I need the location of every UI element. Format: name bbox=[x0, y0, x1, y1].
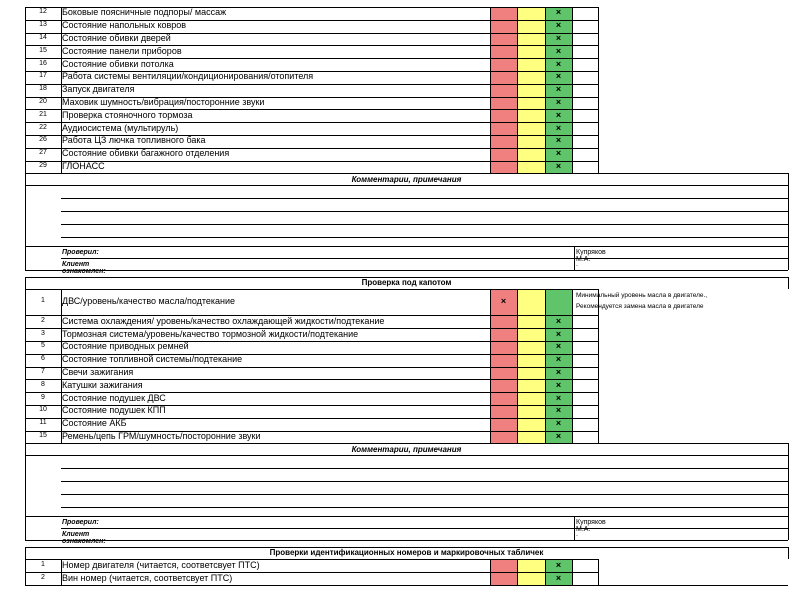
item-number: 22 bbox=[39, 123, 47, 131]
item-number: 5 bbox=[41, 342, 45, 350]
column-divider bbox=[788, 547, 789, 559]
item-number: 17 bbox=[39, 72, 47, 80]
status-red-cell[interactable] bbox=[490, 109, 517, 122]
row-divider bbox=[25, 379, 598, 380]
row-divider bbox=[25, 354, 598, 355]
status-yellow-cell[interactable] bbox=[517, 7, 545, 20]
status-red-cell[interactable] bbox=[490, 135, 517, 148]
column-divider bbox=[598, 7, 599, 173]
row-divider bbox=[25, 97, 598, 98]
checked-value: Купряков М.А. bbox=[576, 519, 606, 534]
status-yellow-cell[interactable] bbox=[517, 289, 545, 315]
item-number: 10 bbox=[39, 406, 47, 414]
item-number: 13 bbox=[39, 21, 47, 29]
status-yellow-cell[interactable] bbox=[517, 328, 545, 341]
status-green-cell[interactable] bbox=[545, 289, 572, 315]
item-number: 11 bbox=[39, 419, 47, 427]
column-divider bbox=[25, 173, 26, 270]
status-mark-icon: × bbox=[555, 354, 562, 365]
status-yellow-cell[interactable] bbox=[517, 379, 545, 392]
status-red-cell[interactable] bbox=[490, 354, 517, 367]
status-red-cell[interactable] bbox=[490, 572, 517, 585]
column-divider bbox=[598, 289, 599, 443]
status-red-cell[interactable] bbox=[490, 20, 517, 33]
status-mark-icon: × bbox=[555, 418, 562, 429]
status-mark-icon: × bbox=[555, 379, 562, 390]
row-divider bbox=[25, 246, 788, 247]
status-red-cell[interactable] bbox=[490, 97, 517, 110]
column-divider bbox=[490, 7, 491, 173]
row-divider bbox=[25, 58, 598, 59]
status-yellow-cell[interactable] bbox=[517, 71, 545, 84]
item-label: Состояние подушек ДВС bbox=[62, 392, 166, 403]
item-number: 20 bbox=[39, 98, 47, 105]
checked-label: Проверил: bbox=[62, 519, 99, 527]
status-mark-icon: × bbox=[555, 148, 562, 159]
row-divider bbox=[25, 443, 788, 444]
client-label: Клиент ознакомлен: bbox=[62, 531, 106, 546]
row-divider bbox=[25, 405, 598, 406]
item-number: 29 bbox=[39, 162, 47, 169]
row-divider bbox=[25, 540, 788, 541]
status-yellow-cell[interactable] bbox=[517, 341, 545, 354]
status-yellow-cell[interactable] bbox=[517, 367, 545, 380]
row-divider bbox=[25, 315, 598, 316]
row-divider bbox=[25, 585, 788, 586]
checked-label: Проверил: bbox=[62, 249, 99, 257]
row-divider bbox=[61, 468, 788, 469]
item-number: 18 bbox=[39, 85, 47, 93]
status-yellow-cell[interactable] bbox=[517, 405, 545, 418]
item-label: Система охлаждения/ уровень/качество охлаждающей жидкости/подтекание bbox=[62, 315, 385, 326]
row-divider bbox=[25, 173, 788, 174]
item-label: Катушки зажигания bbox=[62, 379, 143, 390]
row-divider bbox=[25, 185, 788, 186]
section-title: Проверки идентификационных номеров и маркировочных табличек bbox=[269, 548, 544, 558]
status-mark-icon: × bbox=[555, 20, 562, 31]
status-red-cell[interactable] bbox=[490, 71, 517, 84]
status-mark-icon: × bbox=[555, 45, 562, 56]
row-divider bbox=[61, 507, 788, 508]
item-label: Вин номер (читается, соответсвует ПТС) bbox=[62, 572, 233, 583]
status-yellow-cell[interactable] bbox=[517, 45, 545, 58]
row-divider bbox=[61, 198, 788, 199]
status-yellow-cell[interactable] bbox=[517, 161, 545, 174]
item-number: 7 bbox=[41, 368, 45, 375]
status-yellow-cell[interactable] bbox=[517, 431, 545, 444]
client-value: . bbox=[576, 531, 578, 539]
status-mark-icon: × bbox=[555, 367, 562, 377]
item-label: Состояние напольных ковров bbox=[62, 20, 187, 31]
item-number: 2 bbox=[41, 316, 45, 324]
item-label: Тормозная система/уровень/качество тормозной жидкости/подтекание bbox=[62, 328, 359, 339]
row-divider bbox=[25, 109, 598, 110]
row-divider bbox=[25, 572, 598, 573]
item-number: 1 bbox=[41, 560, 45, 568]
status-red-cell[interactable] bbox=[490, 7, 517, 20]
row-divider bbox=[25, 367, 598, 368]
status-red-cell[interactable] bbox=[490, 315, 517, 328]
item-number: 1 bbox=[41, 297, 45, 305]
status-yellow-cell[interactable] bbox=[517, 33, 545, 46]
column-divider bbox=[574, 246, 575, 270]
column-divider bbox=[25, 277, 26, 289]
column-divider bbox=[490, 559, 491, 585]
status-yellow-cell[interactable] bbox=[517, 392, 545, 405]
column-divider bbox=[788, 277, 789, 289]
item-label: Ремень/цепь ГРМ/шумность/посторонние звуки bbox=[62, 431, 261, 441]
status-red-cell[interactable] bbox=[490, 84, 517, 97]
row-divider bbox=[25, 270, 788, 271]
row-divider bbox=[25, 392, 598, 393]
item-label: ДВС/уровень/качество масла/подтекание bbox=[62, 296, 236, 307]
row-divider bbox=[25, 148, 598, 149]
status-mark-icon: × bbox=[555, 71, 562, 82]
row-divider bbox=[61, 258, 788, 259]
column-divider bbox=[572, 559, 573, 585]
item-label: Состояние топливной системы/подтекание bbox=[62, 354, 243, 365]
column-divider bbox=[572, 7, 573, 173]
status-red-cell[interactable] bbox=[490, 341, 517, 354]
status-red-cell[interactable] bbox=[490, 58, 517, 71]
status-mark-icon: × bbox=[555, 405, 562, 416]
item-label: Состояние обивки багажного отделения bbox=[62, 148, 230, 159]
status-yellow-cell[interactable] bbox=[517, 572, 545, 585]
status-yellow-cell[interactable] bbox=[517, 135, 545, 148]
status-yellow-cell[interactable] bbox=[517, 84, 545, 97]
row-divider bbox=[25, 431, 598, 432]
row-divider bbox=[25, 328, 598, 329]
status-mark-icon: × bbox=[555, 161, 562, 171]
status-red-cell[interactable] bbox=[490, 392, 517, 405]
row-divider bbox=[25, 516, 788, 517]
status-mark-icon: × bbox=[555, 7, 562, 18]
status-red-cell[interactable] bbox=[490, 379, 517, 392]
comments-title: Комментарии, примечания bbox=[351, 175, 462, 185]
status-yellow-cell[interactable] bbox=[517, 559, 545, 572]
client-value: . bbox=[576, 261, 578, 269]
item-note: Рекомендуется замена масла в двигателе bbox=[576, 303, 704, 311]
item-number: 8 bbox=[41, 380, 45, 388]
status-mark-icon: × bbox=[555, 97, 562, 107]
item-number: 9 bbox=[41, 393, 45, 401]
column-divider bbox=[574, 516, 575, 540]
status-mark-icon: × bbox=[555, 572, 562, 583]
item-number: 12 bbox=[39, 8, 47, 16]
column-divider bbox=[25, 443, 26, 540]
item-number: 15 bbox=[39, 432, 47, 439]
column-divider bbox=[25, 7, 26, 173]
row-divider bbox=[61, 237, 788, 238]
status-yellow-cell[interactable] bbox=[517, 148, 545, 161]
item-label: Маховик шумность/вибрация/посторонние звуки bbox=[62, 97, 265, 107]
checked-value: Купряков М.А. bbox=[576, 249, 606, 264]
status-mark-icon: × bbox=[555, 315, 562, 326]
status-mark-icon: × bbox=[555, 392, 562, 403]
item-number: 27 bbox=[39, 149, 47, 157]
row-divider bbox=[25, 135, 598, 136]
status-yellow-cell[interactable] bbox=[517, 109, 545, 122]
status-red-cell[interactable] bbox=[490, 33, 517, 46]
row-divider bbox=[25, 122, 598, 123]
row-divider bbox=[25, 418, 598, 419]
row-divider bbox=[61, 481, 788, 482]
column-divider bbox=[25, 559, 26, 585]
row-divider bbox=[61, 211, 788, 212]
item-note: Минимальный уровень масла в двигателе., bbox=[576, 292, 708, 300]
item-number: 14 bbox=[39, 34, 47, 41]
item-number: 3 bbox=[41, 329, 45, 337]
row-divider bbox=[25, 45, 598, 46]
item-number: 6 bbox=[41, 355, 45, 363]
item-label: Работа системы вентиляции/кондиционирования/отопителя bbox=[62, 71, 314, 82]
item-label: Проверка стояночного тормоза bbox=[62, 109, 193, 120]
row-divider bbox=[25, 33, 598, 34]
row-divider bbox=[25, 20, 598, 21]
column-divider bbox=[788, 173, 789, 270]
column-divider bbox=[517, 559, 518, 585]
comments-title: Комментарии, примечания bbox=[351, 445, 462, 455]
item-label: Аудиосистема (мультируль) bbox=[62, 122, 179, 133]
status-yellow-cell[interactable] bbox=[517, 20, 545, 33]
item-label: Состояние обивки дверей bbox=[62, 33, 171, 43]
column-divider bbox=[25, 547, 26, 559]
status-mark-icon: × bbox=[555, 328, 562, 339]
item-number: 15 bbox=[39, 46, 47, 54]
item-number: 2 bbox=[41, 573, 45, 581]
row-divider bbox=[25, 7, 598, 8]
column-divider bbox=[61, 7, 62, 173]
status-yellow-cell[interactable] bbox=[517, 97, 545, 110]
item-label: Состояние подушек КПП bbox=[62, 405, 166, 416]
status-red-cell[interactable] bbox=[490, 45, 517, 58]
status-mark-icon: × bbox=[555, 58, 562, 69]
status-mark-icon: × bbox=[555, 431, 562, 441]
item-label: Состояние обивки потолка bbox=[62, 58, 174, 69]
row-divider bbox=[25, 289, 598, 290]
status-yellow-cell[interactable] bbox=[517, 122, 545, 135]
status-red-cell[interactable] bbox=[490, 367, 517, 380]
status-red-cell[interactable] bbox=[490, 161, 517, 174]
item-label: Номер двигателя (читается, соответсвует ПТС) bbox=[62, 559, 260, 570]
status-mark-icon: × bbox=[555, 559, 562, 570]
client-label: Клиент ознакомлен: bbox=[62, 261, 106, 276]
item-label: Боковые поясничные подпоры/ массаж bbox=[62, 7, 227, 18]
row-divider bbox=[25, 84, 598, 85]
row-divider bbox=[25, 559, 598, 560]
status-mark-icon: × bbox=[500, 296, 507, 307]
column-divider bbox=[545, 559, 546, 585]
column-divider bbox=[517, 289, 518, 443]
status-red-cell[interactable] bbox=[490, 418, 517, 431]
column-divider bbox=[788, 443, 789, 540]
status-yellow-cell[interactable] bbox=[517, 354, 545, 367]
status-yellow-cell[interactable] bbox=[517, 58, 545, 71]
column-divider bbox=[61, 559, 62, 585]
status-mark-icon: × bbox=[555, 33, 562, 43]
item-label: ГЛОНАСС bbox=[62, 161, 105, 171]
item-label: Работа ЦЗ лючка топливного бака bbox=[62, 135, 206, 146]
column-divider bbox=[61, 289, 62, 443]
status-red-cell[interactable] bbox=[490, 148, 517, 161]
section-title: Проверка под капотом bbox=[361, 278, 452, 288]
column-divider bbox=[517, 7, 518, 173]
status-yellow-cell[interactable] bbox=[517, 418, 545, 431]
status-red-cell[interactable] bbox=[490, 559, 517, 572]
item-number: 21 bbox=[39, 110, 47, 118]
item-label: Запуск двигателя bbox=[62, 84, 135, 95]
item-number: 16 bbox=[39, 59, 47, 67]
item-label: Состояние АКБ bbox=[62, 418, 127, 429]
row-divider bbox=[25, 455, 788, 456]
status-mark-icon: × bbox=[555, 341, 562, 352]
row-divider bbox=[25, 71, 598, 72]
status-yellow-cell[interactable] bbox=[517, 315, 545, 328]
column-divider bbox=[490, 289, 491, 443]
item-label: Состояние приводных ремней bbox=[62, 341, 189, 352]
status-red-cell[interactable] bbox=[490, 431, 517, 444]
status-red-cell[interactable] bbox=[490, 122, 517, 135]
column-divider bbox=[598, 559, 599, 585]
row-divider bbox=[61, 224, 788, 225]
status-red-cell[interactable] bbox=[490, 405, 517, 418]
row-divider bbox=[25, 161, 598, 162]
row-divider bbox=[61, 528, 788, 529]
row-divider bbox=[25, 341, 598, 342]
column-divider bbox=[545, 289, 546, 443]
column-divider bbox=[572, 289, 573, 443]
column-divider bbox=[545, 7, 546, 173]
row-divider bbox=[61, 494, 788, 495]
item-label: Состояние панели приборов bbox=[62, 45, 182, 56]
status-mark-icon: × bbox=[555, 135, 562, 146]
status-mark-icon: × bbox=[555, 109, 562, 120]
status-mark-icon: × bbox=[555, 122, 562, 133]
status-red-cell[interactable] bbox=[490, 328, 517, 341]
status-mark-icon: × bbox=[555, 84, 562, 95]
item-label: Свечи зажигания bbox=[62, 367, 134, 377]
item-number: 26 bbox=[39, 136, 47, 144]
column-divider bbox=[25, 289, 26, 443]
